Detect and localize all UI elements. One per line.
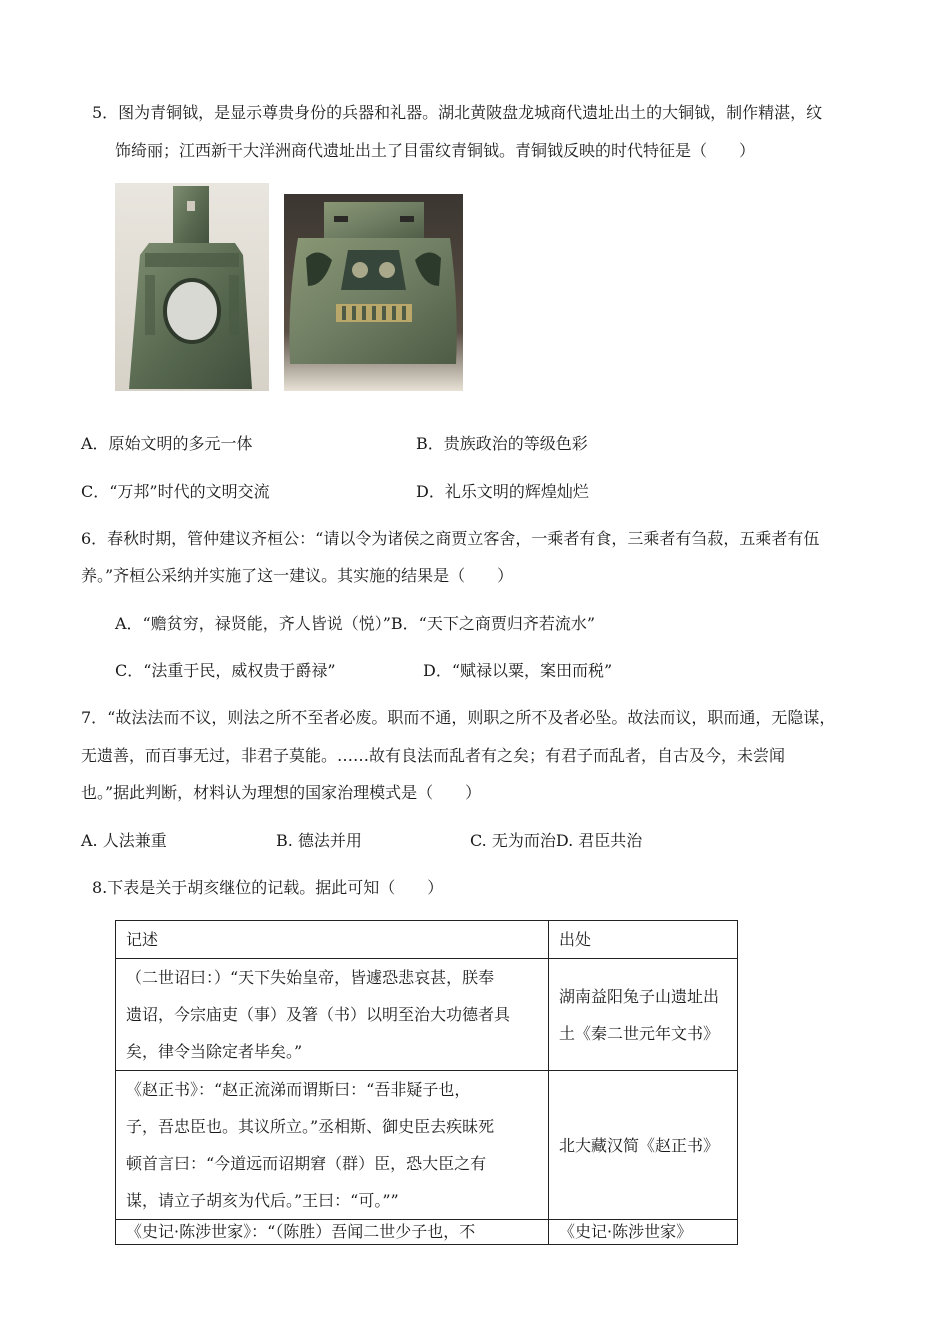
record-line: 子，吾忠臣也。其议所立。”丞相斯、御史臣去疾昧死 [126,1117,495,1136]
source-cell [549,1071,738,1220]
table-row [116,959,738,1071]
q7-stem-line2: 无遗善，而百事无过，非君子莫能。……故有良法而乱者有之矣；有君子而乱者，自古及今，未尝闻 [81,746,786,765]
q6-stem-line2: 养。”齐桓公采纳并实施了这一建议。其实施的结果是（ ） [81,566,514,585]
q8-stem: 8.下表是关于胡亥继位的记载。据此可知（ ） [92,878,444,897]
header-record: 记述 [116,921,549,959]
record-line: （二世诏曰：）“天下失始皇帝，皆遽恐悲哀甚，朕奉 [126,968,495,987]
record-cell [116,1220,549,1245]
source-line: 土《秦二世元年文书》 [559,1023,720,1043]
record-line: 《赵正书》：“赵正流涕而谓斯曰：“吾非疑子也， [126,1080,471,1099]
source-line: 湖南益阳兔子山遗址出 [559,986,720,1006]
q7-option-a: A. 人法兼重 [81,831,167,850]
q7-option-cd: C. 无为而治D. 君臣共治 [470,831,643,850]
q7-stem-line3: 也。”据此判断，材料认为理想的国家治理模式是（ ） [81,783,482,802]
record-cell [116,1071,549,1220]
q5-option-b: B．贵族政治的等级色彩 [416,434,588,453]
record-line: 谋，请立子胡亥为代后。”王曰：“可。”” [126,1191,399,1210]
q5-option-c: C．“万邦”时代的文明交流 [81,482,270,501]
table-header-row [116,921,738,959]
q6-option-ab: A．“赡贫穷，禄贤能，齐人皆说（悦）”B．“天下之商贾归齐若流水” [115,614,596,633]
table-row [116,1220,738,1245]
source-line: 《史记·陈涉世家》 [559,1222,693,1241]
source-cell [549,1220,738,1245]
q7-stem-line1: 7．“故法法而不议，则法之所不至者必废。职而不通，则职之所不及者必坠。故法而议，职而通，无隐谋， [81,708,836,727]
bronze-yue-image-1 [115,183,269,391]
q5-stem-line1: 5．图为青铜钺，是显示尊贵身份的兵器和礼器。湖北黄陂盘龙城商代遗址出土的大铜钺，制作精湛，纹 [92,103,823,122]
records-table [115,920,738,1245]
record-line: 《史记·陈涉世家》：“（陈胜）吾闻二世少子也，不 [126,1222,476,1241]
q7-option-b: B. 德法并用 [276,831,362,850]
q6-stem-line1: 6．春秋时期，管仲建议齐桓公：“请以令为诸侯之商贾立客舍，一乘者有食，三乘者有刍菽，五乘者有伍 [81,529,820,548]
record-cell [116,959,549,1071]
q6-option-c: C．“法重于民，威权贵于爵禄” [115,661,336,680]
q5-option-d: D．礼乐文明的辉煌灿烂 [416,482,589,501]
record-line: 矣，律令当除定者毕矣。” [126,1042,303,1061]
source-cell [549,959,738,1071]
q6-option-d: D．“赋禄以粟，案田而税” [423,661,613,680]
source-line: 北大藏汉简《赵正书》 [559,1135,720,1155]
table-row [116,1071,738,1220]
q5-option-a: A．原始文明的多元一体 [81,434,253,453]
record-line: 遗诏，今宗庙吏（事）及箸（书）以明至治大功德者具 [126,1005,511,1024]
record-line: 顿首言曰：“今道远而诏期窘（群）臣，恐大臣之有 [126,1154,487,1173]
header-source: 出处 [549,921,738,959]
bronze-yue-image-2 [284,194,463,391]
q5-stem-line2: 饰绮丽；江西新干大洋洲商代遗址出土了目雷纹青铜钺。青铜钺反映的时代特征是（ ） [115,141,756,160]
